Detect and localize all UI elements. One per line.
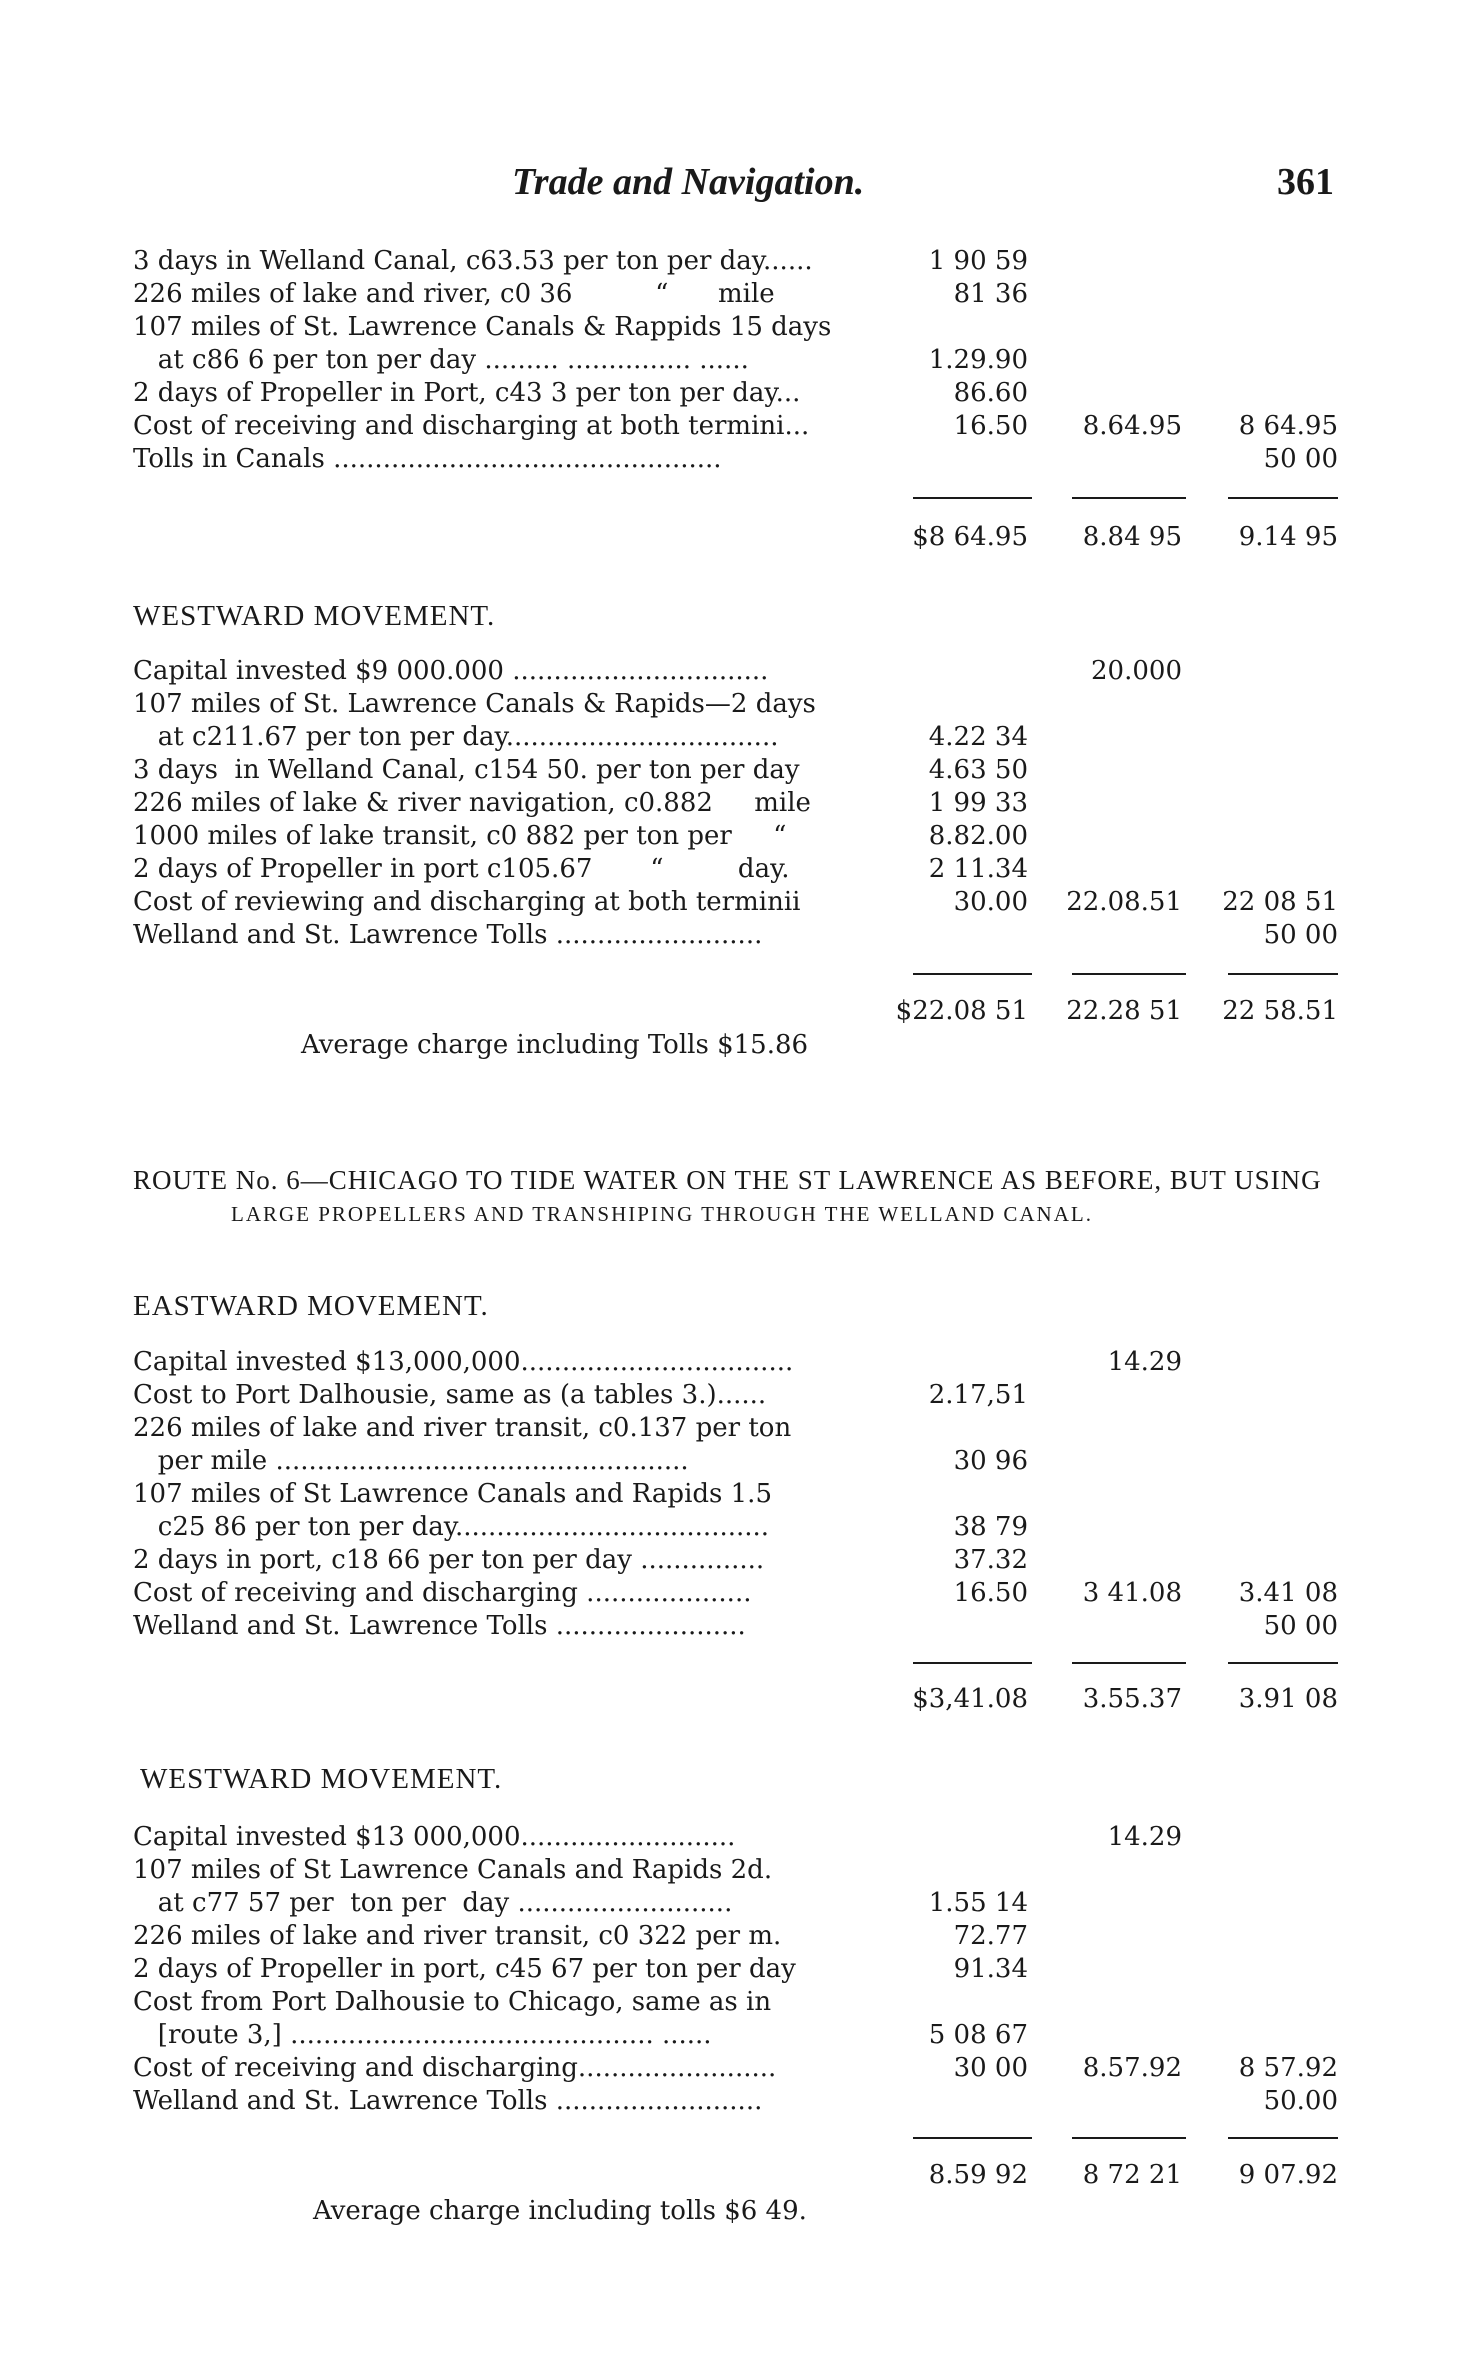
total-rule bbox=[913, 497, 1032, 499]
entry-line: 226 miles of lake and river transit, c0.137 per ton bbox=[133, 1413, 792, 1443]
amount-col2: 8.57.92 bbox=[1082, 2053, 1182, 2083]
westward-heading-1: WESTWARD MOVEMENT. bbox=[133, 600, 496, 632]
entry-line: at c77 57 per ton per day .......................... bbox=[133, 1888, 733, 1918]
amount-col2: 8.64.95 bbox=[1082, 411, 1182, 441]
entry-line: Welland and St. Lawrence Tolls ......................... bbox=[133, 2086, 763, 2116]
amount-col2: 20.000 bbox=[1091, 656, 1182, 686]
average-charge-westward-1: Average charge including Tolls $15.86 bbox=[301, 1030, 809, 1060]
total-rule bbox=[1228, 973, 1338, 975]
amount-col2: 14.29 bbox=[1107, 1822, 1182, 1852]
total-amount: 9.14 95 bbox=[1238, 522, 1338, 552]
amount-col3: 50 00 bbox=[1263, 444, 1338, 474]
total-rule bbox=[1228, 1662, 1338, 1664]
amount-col1: 38 79 bbox=[953, 1512, 1028, 1542]
entry-line: Cost to Port Dalhousie, same as (a tables 3.)...... bbox=[133, 1380, 767, 1410]
average-charge-westward-2: Average charge including tolls $6 49. bbox=[313, 2196, 807, 2226]
amount-col1: 30 96 bbox=[953, 1446, 1028, 1476]
entry-line: Tolls in Canals ............................................... bbox=[133, 444, 722, 474]
entry-line: Welland and St. Lawrence Tolls ......................... bbox=[133, 920, 763, 950]
amount-col1: 2.17,51 bbox=[928, 1380, 1028, 1410]
amount-col3: 3.41 08 bbox=[1238, 1578, 1338, 1608]
amount-col3: 50.00 bbox=[1263, 2086, 1338, 2116]
entry-line: 107 miles of St. Lawrence Canals & Rappids 15 days bbox=[133, 312, 832, 342]
entry-line: Cost from Port Dalhousie to Chicago, same as in bbox=[133, 1987, 772, 2017]
total-amount: 22.28 51 bbox=[1066, 996, 1182, 1026]
total-rule bbox=[913, 973, 1032, 975]
total-amount: 3.55.37 bbox=[1082, 1684, 1182, 1714]
amount-col1: 91.34 bbox=[953, 1954, 1028, 1984]
amount-col1: 30.00 bbox=[953, 887, 1028, 917]
entry-line: at c86 6 per ton per day ......... ............... ...... bbox=[133, 345, 749, 375]
entry-line: 226 miles of lake & river navigation, c0.882 mile bbox=[133, 788, 811, 818]
amount-col3: 50 00 bbox=[1263, 1611, 1338, 1641]
entry-line: c25 86 per ton per day...................................... bbox=[133, 1512, 770, 1542]
entry-line: 107 miles of St Lawrence Canals and Rapids 1.5 bbox=[133, 1479, 772, 1509]
entry-line: 2 days of Propeller in port c105.67 “ day. bbox=[133, 854, 790, 884]
entry-line: Cost of receiving and discharging........................ bbox=[133, 2053, 777, 2083]
total-amount: 8 72 21 bbox=[1082, 2160, 1182, 2190]
entry-line: Capital invested $9 000.000 ............................... bbox=[133, 656, 769, 686]
total-rule bbox=[913, 1662, 1032, 1664]
amount-col3: 22 08 51 bbox=[1222, 887, 1338, 917]
total-rule bbox=[1072, 497, 1186, 499]
amount-col1: 1 90 59 bbox=[928, 246, 1028, 276]
entry-line: Capital invested $13 000,000.......................... bbox=[133, 1822, 736, 1852]
westward-heading-2: WESTWARD MOVEMENT. bbox=[140, 1763, 503, 1795]
total-amount: 3.91 08 bbox=[1238, 1684, 1338, 1714]
amount-col2: 22.08.51 bbox=[1066, 887, 1182, 917]
page-number: 361 bbox=[1277, 161, 1334, 203]
amount-col1: 4.63 50 bbox=[928, 755, 1028, 785]
total-amount: $8 64.95 bbox=[912, 522, 1028, 552]
total-rule bbox=[1072, 973, 1186, 975]
amount-col3: 50 00 bbox=[1263, 920, 1338, 950]
total-rule bbox=[1228, 2137, 1338, 2139]
amount-col1: 16.50 bbox=[953, 1578, 1028, 1608]
total-amount: $22.08 51 bbox=[895, 996, 1028, 1026]
total-rule bbox=[1072, 1662, 1186, 1664]
page-title: Trade and Navigation. bbox=[512, 161, 865, 203]
entry-line: 1000 miles of lake transit, c0 882 per ton per “ bbox=[133, 821, 787, 851]
amount-col3: 8 57.92 bbox=[1238, 2053, 1338, 2083]
entry-line: 226 miles of lake and river transit, c0 322 per m. bbox=[133, 1921, 782, 1951]
entry-line: 2 days in port, c18 66 per ton per day ............... bbox=[133, 1545, 765, 1575]
entry-line: 3 days in Welland Canal, c154 50. per ton per day bbox=[133, 755, 800, 785]
amount-col1: 1.55 14 bbox=[928, 1888, 1028, 1918]
entry-line: Cost of reviewing and discharging at both terminii bbox=[133, 887, 801, 917]
entry-line: 107 miles of St. Lawrence Canals & Rapids—2 days bbox=[133, 689, 816, 719]
amount-col1: 72.77 bbox=[953, 1921, 1028, 1951]
amount-col1: 1 99 33 bbox=[928, 788, 1028, 818]
total-amount: 22 58.51 bbox=[1222, 996, 1338, 1026]
total-rule bbox=[913, 2137, 1032, 2139]
total-amount: 9 07.92 bbox=[1238, 2160, 1338, 2190]
amount-col1: 4.22 34 bbox=[928, 722, 1028, 752]
entry-line: Welland and St. Lawrence Tolls ....................... bbox=[133, 1611, 746, 1641]
entry-line: 3 days in Welland Canal, c63.53 per ton per day...... bbox=[133, 246, 813, 276]
entry-line: 2 days of Propeller in port, c45 67 per ton per day bbox=[133, 1954, 796, 1984]
entry-line: [route 3,] ............................................ ...... bbox=[133, 2020, 712, 2050]
total-amount: $3,41.08 bbox=[912, 1684, 1028, 1714]
entry-line: 226 miles of lake and river, c0 36 “ mile bbox=[133, 279, 775, 309]
amount-col1: 81 36 bbox=[953, 279, 1028, 309]
entry-line: Cost of receiving and discharging at both termini... bbox=[133, 411, 810, 441]
entry-line: Cost of receiving and discharging .................... bbox=[133, 1578, 752, 1608]
total-rule bbox=[1228, 497, 1338, 499]
amount-col1: 16.50 bbox=[953, 411, 1028, 441]
amount-col1: 86.60 bbox=[953, 378, 1028, 408]
amount-col1: 37.32 bbox=[953, 1545, 1028, 1575]
entry-line: 107 miles of St Lawrence Canals and Rapids 2d. bbox=[133, 1855, 773, 1885]
total-amount: 8.84 95 bbox=[1082, 522, 1182, 552]
eastward-heading: EASTWARD MOVEMENT. bbox=[133, 1290, 489, 1322]
route-subheading: LARGE PROPELLERS AND TRANSHIPING THROUGH THE WELLAND CANAL. bbox=[231, 1202, 1093, 1226]
amount-col2: 14.29 bbox=[1107, 1347, 1182, 1377]
amount-col1: 1.29.90 bbox=[928, 345, 1028, 375]
entry-line: 2 days of Propeller in Port, c43 3 per ton per day... bbox=[133, 378, 801, 408]
entry-line: at c211.67 per ton per day................................. bbox=[133, 722, 779, 752]
entry-line: Capital invested $13,000,000................................. bbox=[133, 1347, 794, 1377]
amount-col1: 2 11.34 bbox=[928, 854, 1028, 884]
total-amount: 8.59 92 bbox=[928, 2160, 1028, 2190]
entry-line: per mile .................................................. bbox=[133, 1446, 689, 1476]
total-rule bbox=[1072, 2137, 1186, 2139]
amount-col1: 5 08 67 bbox=[928, 2020, 1028, 2050]
amount-col1: 8.82.00 bbox=[928, 821, 1028, 851]
route-heading: ROUTE No. 6—CHICAGO TO TIDE WATER ON THE ST LAWRENCE AS BEFORE, BUT USING bbox=[133, 1165, 1322, 1195]
amount-col2: 3 41.08 bbox=[1082, 1578, 1182, 1608]
amount-col3: 8 64.95 bbox=[1238, 411, 1338, 441]
amount-col1: 30 00 bbox=[953, 2053, 1028, 2083]
